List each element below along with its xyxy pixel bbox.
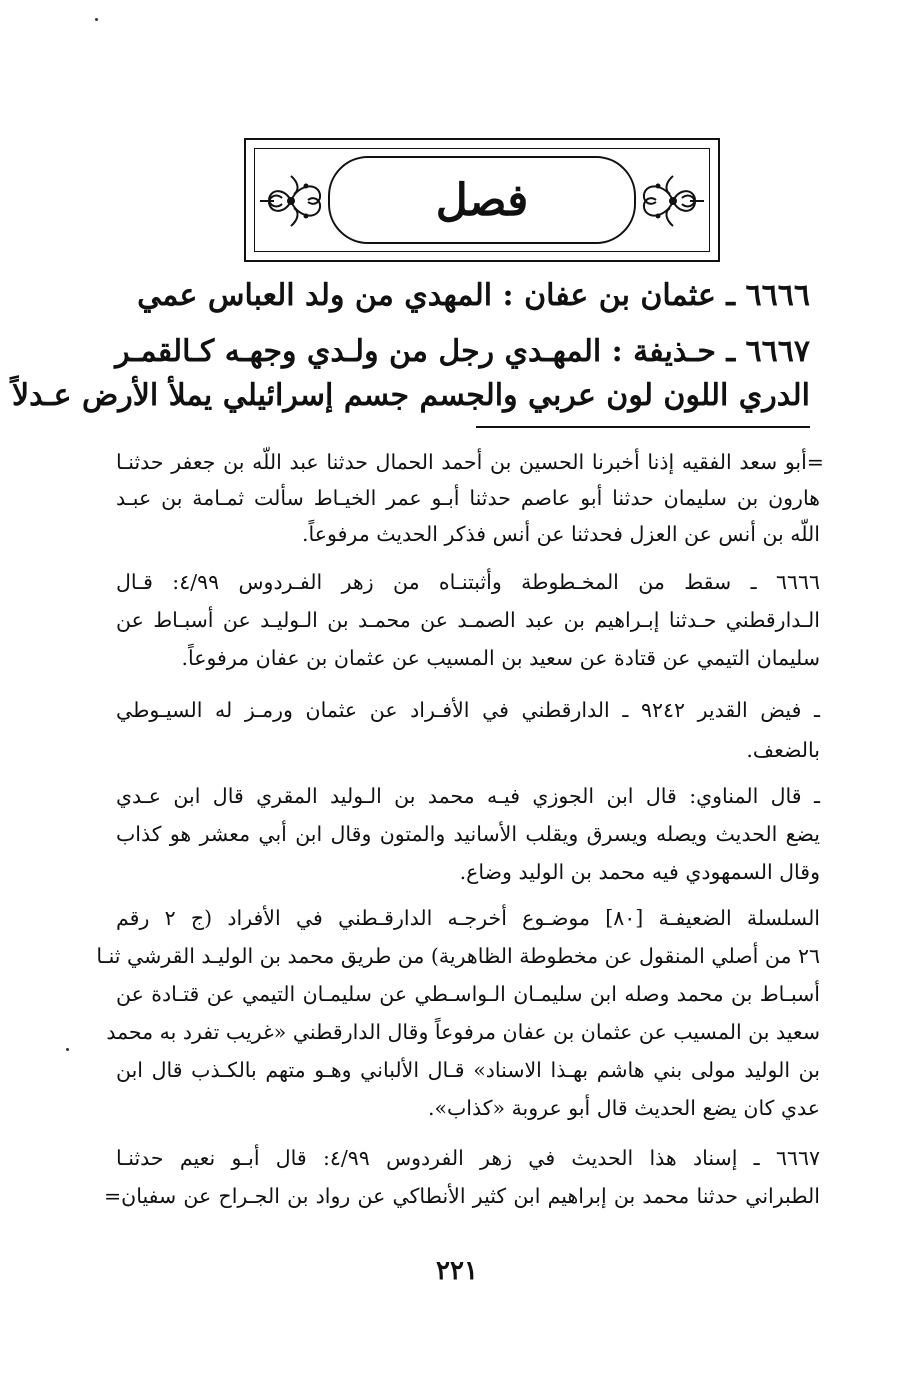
page-number: ٢٢١ [436, 1256, 478, 1286]
speck [66, 1048, 69, 1051]
footnote-line: عدي كان يضع الحديث قال أبو عروبة «كذاب». [427, 1096, 820, 1120]
footnote-line: الطبراني حدثنا محمد بن إبراهيم ابن كثير الأنطاكي عن رواد بن الجـراح عن سفيان= [104, 1184, 820, 1208]
section-header-frame [244, 138, 720, 262]
footnote-divider [476, 426, 810, 428]
footnote-line: السلسلة الضعيفـة [٨٠] موضـوع أخرجـه الدارقـطني في الأفراد (ج ٢ رقم [116, 906, 821, 930]
footnote-line: ٢٦ من أصلي المنقول عن مخطوطة الظاهرية) من طريق محمد بن الوليـد القرشي ثنـا [96, 944, 820, 968]
section-title: فصل [435, 175, 529, 226]
footnote-line: بن الوليد مولى بني هاشم بهـذا الاسناد» قـال الألباني وهـو متهم بالكـذب قال ابن [116, 1058, 820, 1082]
hadith-6667-line1: ٦٦٦٧ ـ حـذيفة : المهـدي رجل من ولـدي وجهـه كـالقمـر [115, 334, 810, 369]
footnote-line: اللّه بن أنس عن العزل فحدثنا عن أنس فذكر الحديث مرفوعاً. [302, 522, 820, 546]
footnote-line: بالضعف. [746, 738, 820, 762]
footnote-line: أسبـاط بن محمد وصله ابن سليمـان الـواسـطي عن سليمـان التيمي عن قتـادة عن [116, 982, 820, 1006]
footnote-line: هارون بن سليمان حدثنا أبو عاصم حدثنا أبـو عمر الخيـاط سألت ثمـامة بن عبـد [116, 486, 820, 510]
footnote-line: ٦٦٦٧ ـ إسناد هذا الحديث في زهر الفردوس ٤/٩٩: قال أبـو نعيم حدثنـا [116, 1146, 820, 1170]
footnote-line: ـ قال المناوي: قال ابن الجوزي فيـه محمد بن الـوليد المقري قال ابن عـدي [116, 784, 820, 808]
footnote-line: يضع الحديث ويصله ويسرق ويقلب الأسانيد والمتون وقال ابن أبي معشر هو كذاب [116, 822, 820, 846]
speck [95, 18, 98, 21]
footnote-line: سعيد بن المسيب عن عثمان بن عفان مرفوعاً وقال الدارقطني «غريب تفرد به محمد [106, 1020, 820, 1044]
footnote-line: الـدارقطني حـدثنا إبـراهيم بن عبد الصمـد عن محمـد بن الـوليـد عن أسبـاط عن [116, 608, 820, 632]
footnote-line: =أبو سعد الفقيه إذنا أخبرنا الحسين بن أحمد الحمال حدثنا عبد اللّه بن جعفر حدثنـا [116, 450, 824, 474]
hadith-6666: ٦٦٦٦ ـ عثمان بن عفان : المهدي من ولد العباس عمي [137, 278, 810, 313]
footnote-line: وقال السمهودي فيه محمد بن الوليد وضاع. [459, 860, 820, 884]
footnote-line: ـ فيض القدير ٩٢٤٢ ـ الدارقطني في الأفـراد عن عثمان ورمـز له السيـوطي [116, 698, 820, 722]
footnote-line: سليمان التيمي عن قتادة عن سعيد بن المسيب عن عثمان بن عفان مرفوعاً. [181, 646, 820, 670]
hadith-6667-line2: الدري اللون لون عربي والجسم جسم إسرائيلي يملأ الأرض عـدلاً [12, 378, 810, 413]
footnote-line: ٦٦٦٦ ـ سقط من المخـطوطة وأثبتنـاه من زهر الفـردوس ٤/٩٩: قـال [116, 570, 820, 594]
